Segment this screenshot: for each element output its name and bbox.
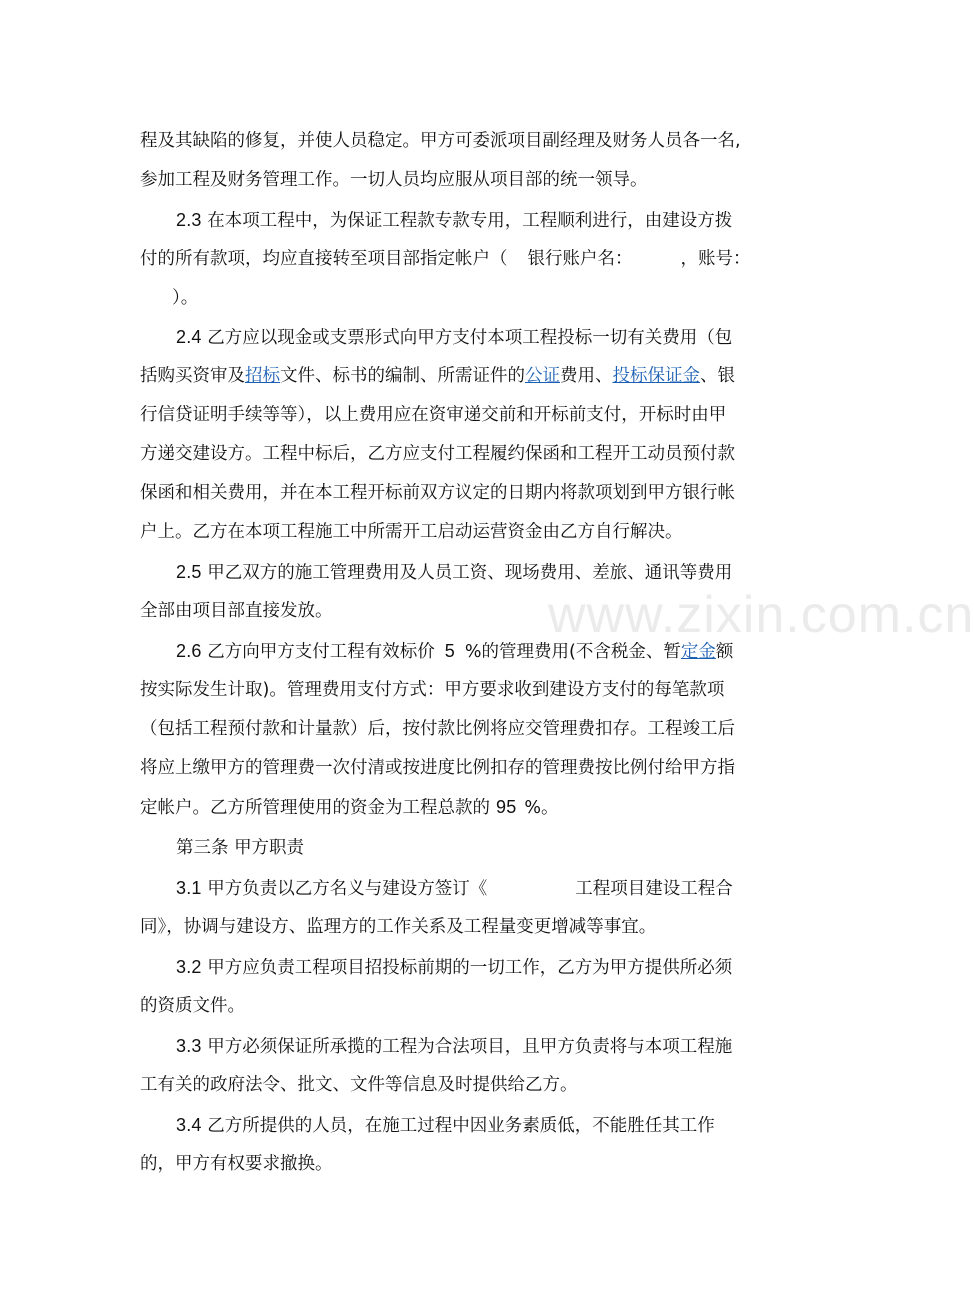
clause-text: 甲方负责以乙方名义与建设方签订《 bbox=[207, 879, 488, 899]
clause-text: 甲方必须保证所承揽的工程为合法项目，且甲方负责将与本项工程施 bbox=[207, 1037, 733, 1057]
clause-text: 额 bbox=[715, 642, 734, 662]
clause-2-6-line bbox=[140, 794, 790, 821]
clause-2-4-line: 保函和相关费用，并在本工程开标前双方议定的日期内将款项划到甲方银行帐 bbox=[140, 483, 735, 503]
clause-3-4-line bbox=[176, 1112, 826, 1139]
clause-number: 3.2 bbox=[176, 957, 202, 977]
clause-number: 2.3 bbox=[176, 210, 202, 230]
clause-2-4-line: 行信贷证明手续等等），以上费用应在资审递交前和开标前支付，开标时由甲 bbox=[140, 405, 727, 425]
clause-2-6-line: 按实际发生计取)。管理费用支付方式：甲方要求收到建设方支付的每笔款项 bbox=[140, 680, 725, 700]
paragraph-line: 参加工程及财务管理工作。一切人员均应服从项目部的统一领导。 bbox=[140, 170, 648, 190]
clause-3-1-line: 同》，协调与建设方、监理方的工作关系及工程量变更增减等事宜。 bbox=[140, 917, 657, 937]
clause-2-3-line bbox=[176, 207, 826, 234]
section-3-title: 第三条 甲方职责 bbox=[176, 838, 305, 858]
link-bid-bond[interactable]: 投标保证金 bbox=[612, 366, 700, 386]
clause-2-4-line: 户上。乙方在本项工程施工中所需开工启动运营资金由乙方自行解决。 bbox=[140, 522, 683, 542]
clause-3-1-line bbox=[176, 875, 826, 902]
clause-text: 费用、 bbox=[560, 366, 613, 386]
clause-number: 3.3 bbox=[176, 1036, 202, 1056]
clause-text: 甲乙双方的施工管理费用及人员工资、现场费用、差旅、通讯等费用 bbox=[207, 563, 733, 583]
clause-2-4-line: 方递交建设方。工程中标后，乙方应支付工程履约保函和工程开工动员预付款 bbox=[140, 444, 735, 464]
clause-3-2-line: 的资质文件。 bbox=[140, 996, 245, 1016]
clause-number: 2.6 bbox=[176, 641, 202, 661]
clause-2-6-line bbox=[176, 638, 826, 665]
clause-text: 甲方应负责工程项目招投标前期的一切工作，乙方为甲方提供所必须 bbox=[207, 958, 733, 978]
clause-number: 2.4 bbox=[176, 327, 202, 347]
clause-number: 2.5 bbox=[176, 562, 202, 582]
clause-2-4-line bbox=[140, 363, 790, 389]
clause-number: 3.1 bbox=[176, 878, 202, 898]
clause-text: 括购买资审及 bbox=[140, 366, 245, 386]
clause-3-4-line: 的，甲方有权要求撤换。 bbox=[140, 1154, 333, 1174]
clause-number: 3.4 bbox=[176, 1115, 202, 1135]
clause-2-3-line: ）。 bbox=[172, 288, 199, 308]
clause-text: %的管理费用(不含税金、暂 bbox=[464, 642, 681, 662]
link-notarization[interactable]: 公证 bbox=[525, 366, 560, 386]
link-deposit[interactable]: 定金 bbox=[680, 642, 716, 662]
bank-account-name-label: 银行账户名： bbox=[527, 249, 633, 269]
total-fund-percent: 95 bbox=[496, 797, 517, 817]
clause-2-6-line: 将应上缴甲方的管理费一次付清或按进度比例扣存的管理费按比例付给甲方指 bbox=[140, 758, 735, 778]
clause-3-3-line: 工有关的政府法令、批文、文件等信息及时提供给乙方。 bbox=[140, 1075, 578, 1095]
clause-3-2-line bbox=[176, 954, 826, 981]
management-fee-rate: 5 bbox=[444, 641, 455, 661]
link-bidding[interactable]: 招标 bbox=[245, 366, 280, 386]
clause-3-3-line bbox=[176, 1033, 826, 1060]
account-number-label: ，账号： bbox=[680, 249, 751, 269]
clause-2-3-line bbox=[140, 246, 790, 272]
clause-text: 付的所有款项，均应直接转至项目部指定帐户（ bbox=[140, 249, 508, 269]
paragraph-line: 程及其缺陷的修复，并使人员稳定。甲方可委派项目副经理及财务人员各一名, bbox=[140, 131, 741, 151]
clause-2-5-line: 全部由项目部直接发放。 bbox=[140, 601, 333, 621]
clause-text: 乙方所提供的人员，在施工过程中因业务素质低，不能胜任其工作 bbox=[207, 1116, 715, 1136]
clause-text: 、银 bbox=[700, 366, 735, 386]
watermark-text: www.zixin.com.cn bbox=[548, 586, 974, 644]
clause-text: 乙方向甲方支付工程有效标价 bbox=[207, 642, 435, 662]
clause-2-5-line bbox=[176, 559, 826, 586]
clause-text: 工程项目建设工程合 bbox=[575, 879, 733, 899]
clause-text: 定帐户。乙方所管理使用的资金为工程总款的 bbox=[140, 798, 490, 818]
clause-text: 乙方应以现金或支票形式向甲方支付本项工程投标一切有关费用（包 bbox=[207, 328, 733, 348]
clause-2-6-line: （包括工程预付款和计量款）后，按付款比例将应交管理费扣存。工程竣工后 bbox=[140, 719, 735, 739]
clause-text: 文件、标书的编制、所需证件的 bbox=[280, 366, 525, 386]
clause-text: 在本项工程中，为保证工程款专款专用，工程顺利进行，由建设方拨 bbox=[207, 211, 733, 231]
clause-text: %。 bbox=[524, 798, 559, 818]
clause-2-4-line bbox=[176, 324, 826, 351]
